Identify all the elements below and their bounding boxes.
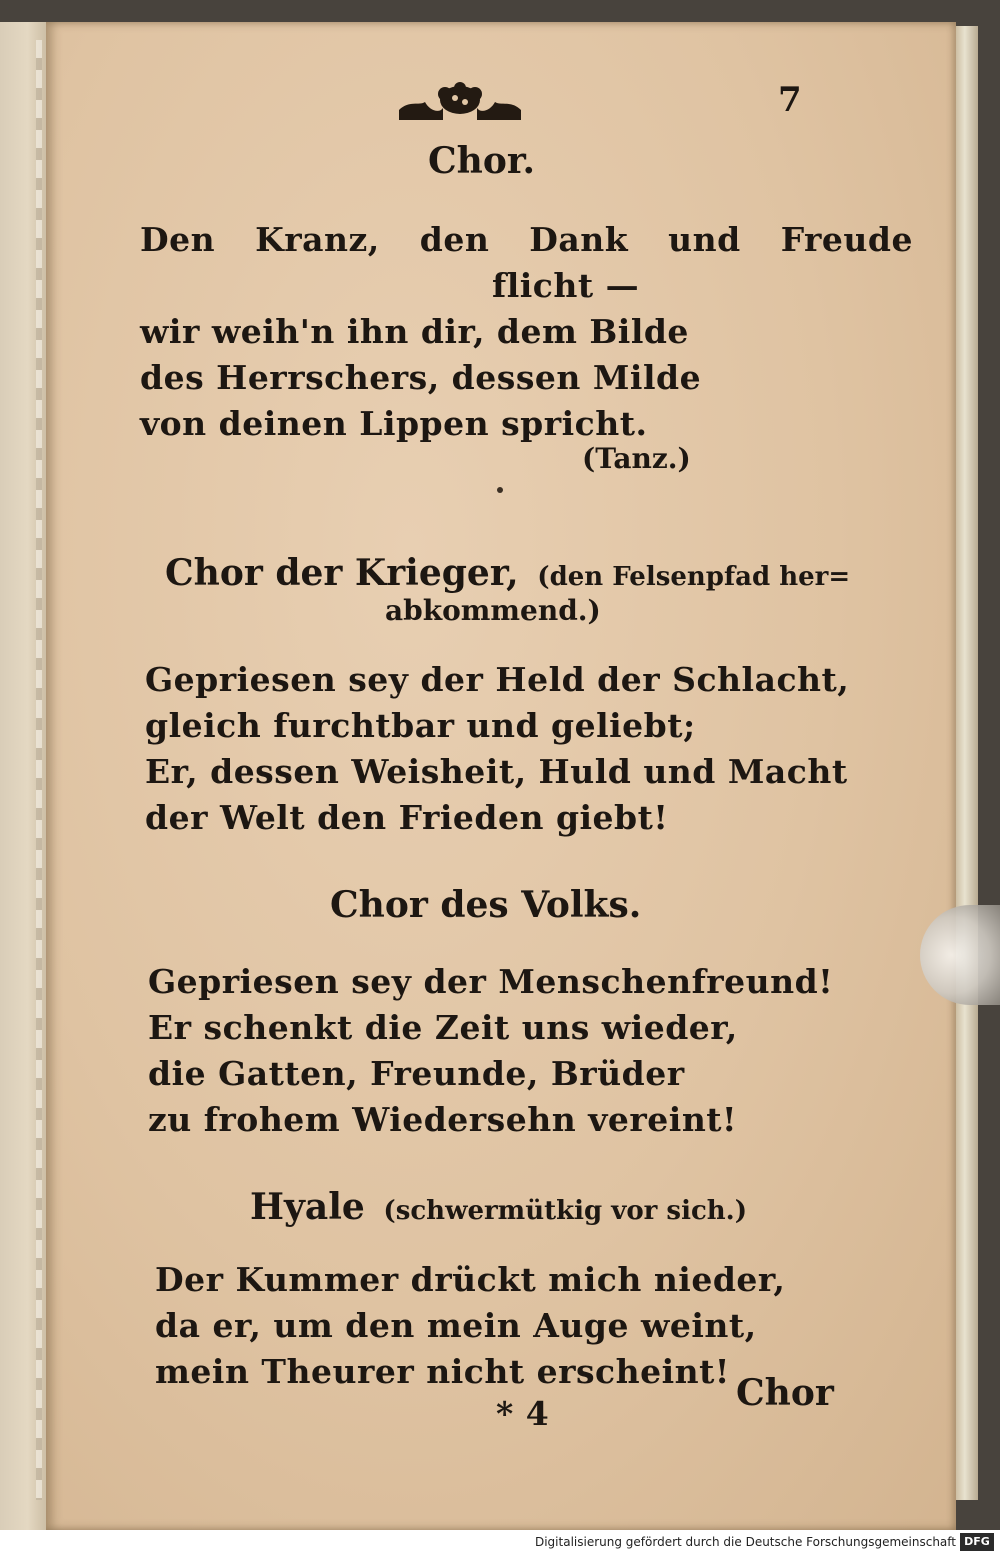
verse-line: Den Kranz, den Dank und Freude: [140, 220, 913, 259]
stage-direction: (Tanz.): [582, 442, 691, 475]
verse-line: Der Kummer drückt mich nieder,: [155, 1260, 786, 1299]
verse-line: der Welt den Frieden giebt!: [145, 798, 669, 837]
heading-krieger-note: (den Felsenpfad her=: [537, 562, 851, 592]
verse-line: flicht —: [492, 266, 640, 305]
floral-vignette-icon: [395, 80, 525, 126]
signature-mark: * 4: [496, 1394, 550, 1433]
binding-stitch: [36, 40, 42, 1500]
verse-line: gleich furchtbar und geliebt;: [145, 706, 696, 745]
verse-line: Er schenkt die Zeit uns wieder,: [148, 1008, 738, 1047]
verse-line: Er, dessen Weisheit, Huld und Macht: [145, 752, 848, 791]
catchword: Chor: [736, 1372, 834, 1414]
dfg-logo: DFG: [960, 1533, 994, 1551]
heading-hyale-main: Hyale: [250, 1186, 365, 1228]
ink-dot: [497, 487, 503, 493]
heading-krieger: [165, 552, 850, 594]
verse-line: Gepriesen sey der Menschenfreund!: [148, 962, 834, 1001]
page-number: 7: [778, 80, 802, 120]
heading-krieger-main: Chor der Krieger,: [165, 552, 519, 594]
verse-line: wir weih'n ihn dir, dem Bilde: [140, 312, 689, 351]
verse-line: mein Theurer nicht erscheint!: [155, 1352, 730, 1391]
heading-hyale: [250, 1186, 747, 1228]
heading-volk: Chor des Volks.: [330, 884, 642, 926]
verse-line: des Herrschers, dessen Milde: [140, 358, 702, 397]
heading-chor: Chor.: [428, 140, 536, 182]
verse-line: da er, um den mein Auge weint,: [155, 1306, 757, 1345]
heading-hyale-note: (schwermütkig vor sich.): [383, 1196, 748, 1226]
verse-line: Gepriesen sey der Held der Schlacht,: [145, 660, 850, 699]
heading-krieger-note-cont: abkommend.): [385, 594, 601, 627]
verse-line: von deinen Lippen spricht.: [140, 404, 648, 443]
verse-line: die Gatten, Freunde, Brüder: [148, 1054, 685, 1093]
verse-line: zu frohem Wiedersehn vereint!: [148, 1100, 738, 1139]
right-page-edges: [956, 26, 978, 1500]
footer-bar: [0, 1530, 1000, 1556]
footer-credit: Digitalisierung gefördert durch die Deutsche Forschungsgemeinschaft: [534, 1535, 956, 1549]
